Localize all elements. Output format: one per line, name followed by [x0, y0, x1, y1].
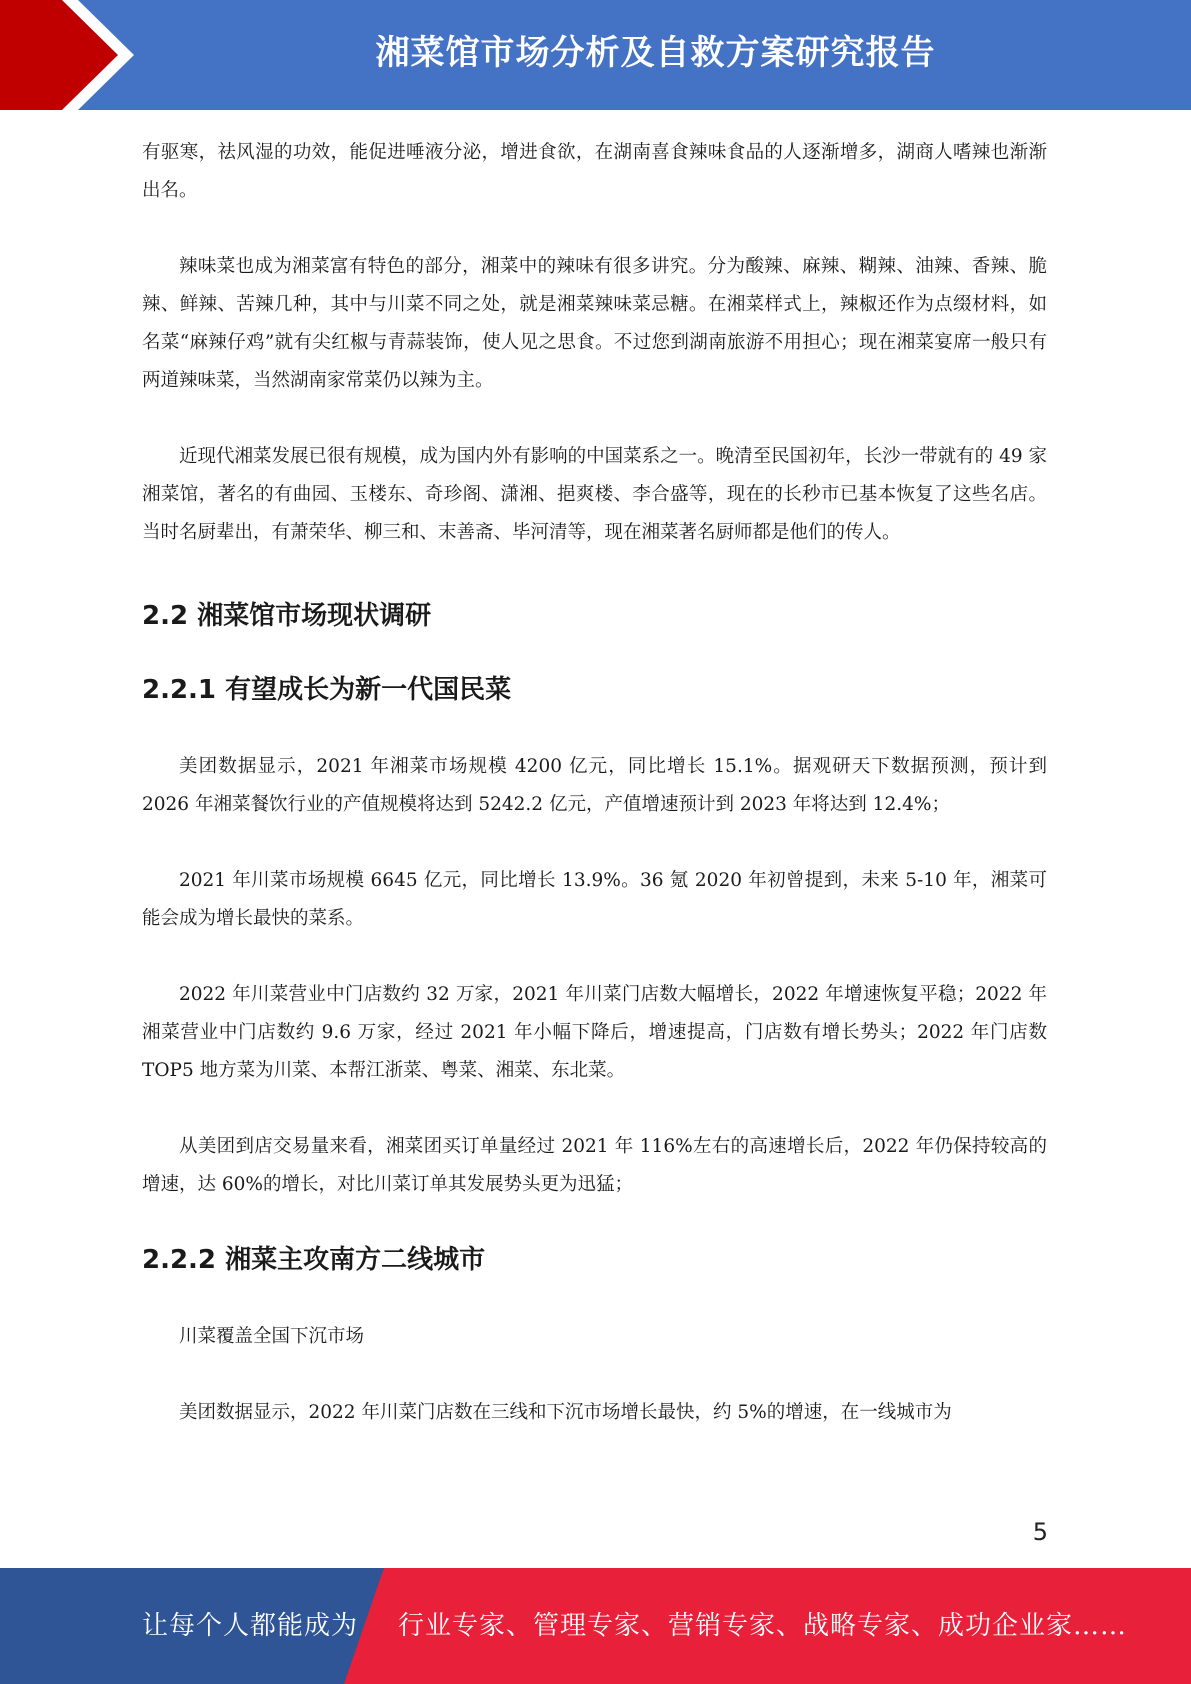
paragraph-order-volume: 从美团到店交易量来看，湘菜团买订单量经过 2021 年 116%左右的高速增长后，2022 年仍保持较高的增速，达 60%的增长，对比川菜订单其发展势头更为迅猛；	[142, 1136, 1047, 1195]
paragraph-meituan-2022: 美团数据显示，2022 年川菜门店数在三线和下沉市场增长最快，约 5%的增速，在一线城市为	[179, 1402, 952, 1423]
document-body	[142, 134, 1047, 1470]
paragraph-sinking-market: 川菜覆盖全国下沉市场	[179, 1326, 365, 1347]
paragraph-meituan-data: 美团数据显示，2021 年湘菜市场规模 4200 亿元，同比增长 15.1%。据观研天下数据预测，预计到 2026 年湘菜餐饮行业的产值规模将达到 5242.2 亿元，产值增速预计到 2023 年将达到 12.4%；	[142, 756, 1047, 815]
page-footer	[0, 1568, 1191, 1684]
footer-slogan-left: 让每个人都能成为	[142, 1611, 359, 1641]
footer-slogan-right: 行业专家、管理专家、营销专家、战略专家、成功企业家……	[398, 1611, 1128, 1641]
paragraph-spicy-dishes: 辣味菜也成为湘菜富有特色的部分，湘菜中的辣味有很多讲究。分为酸辣、麻辣、糊辣、油辣、香辣、脆辣、鲜辣、苦辣几种，其中与川菜不同之处，就是湘菜辣味菜忌糖。在湘菜样式上，辣椒还作为点缀材料，如名菜“麻辣仔鸡”就有尖红椒与青蒜装饰，使人见之思食。不过您到湖南旅游不用担心；现在湘菜宴席一般只有两道辣味菜，当然湖南家常菜仍以辣为主。	[142, 256, 1047, 391]
paragraph-store-counts: 2022 年川菜营业中门店数约 32 万家，2021 年川菜门店数大幅增长，2022 年增速恢复平稳；2022 年湘菜营业中门店数约 9.6 万家，经过 2021 年小幅下降后，增速提高，门店数有增长势头；2022 年门店数 TOP5 地方菜为川菜、本帮江浙菜、粤菜、湘菜、东北菜。	[142, 984, 1047, 1081]
page-header	[0, 0, 1191, 110]
subsection-heading-2-2-1: 2.2.1 有望成长为新一代国民菜	[142, 675, 512, 705]
paragraph-sichuan-market: 2021 年川菜市场规模 6645 亿元，同比增长 13.9%。36 氪 2020 年初曾提到，未来 5-10 年，湘菜可能会成为增长最快的菜系。	[142, 870, 1047, 929]
subsection-heading-2-2-2: 2.2.2 湘菜主攻南方二线城市	[142, 1245, 486, 1275]
page-number: 5	[1032, 1518, 1048, 1546]
paragraph-continued: 有驱寒，祛风湿的功效，能促进唾液分泌，增进食欲，在湖南喜食辣味食品的人逐渐增多，湖商人嗜辣也渐渐出名。	[142, 142, 1047, 201]
report-title: 湘菜馆市场分析及自救方案研究报告	[375, 33, 936, 73]
paragraph-modern-history: 近现代湘菜发展已很有规模，成为国内外有影响的中国菜系之一。晚清至民国初年，长沙一带就有的 49 家湘菜馆，著名的有曲园、玉楼东、奇珍阁、潇湘、挹爽楼、李合盛等，现在的长秒市已基本恢复了这些名店。当时名厨辈出，有萧荣华、柳三和、末善斋、毕河清等，现在湘菜著名厨师都是他们的传人。	[142, 446, 1047, 543]
section-heading-2-2: 2.2 湘菜馆市场现状调研	[142, 601, 432, 631]
